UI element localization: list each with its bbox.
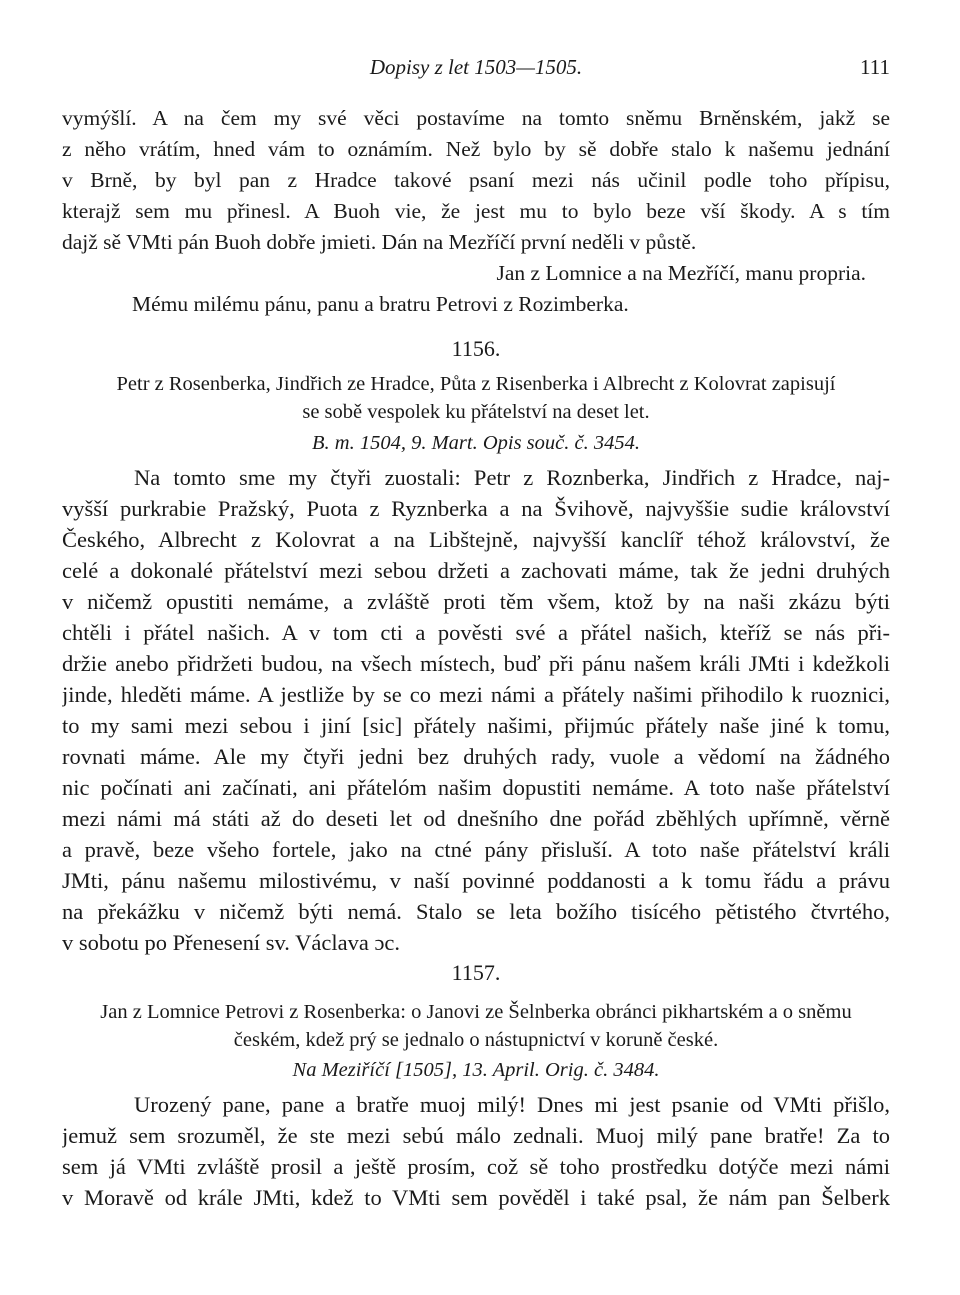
text-line: jinde, hleděti máme. A jestliže by se co mezi námi a přátely našimi přihodilo k ruoznici,	[62, 682, 890, 707]
document-regest	[62, 370, 890, 426]
source-note: B. m. 1504, 9. Mart. Opis souč. č. 3454.	[312, 432, 640, 454]
text-line: na překážku v ničemž býti nemá. Stalo se leta božího tisícého pětistého čtvrtého,	[62, 899, 890, 924]
text-line: kterajž sem mu přinesl. A Buoh vie, že jest mu to bylo beze vší škody. A s tím	[62, 199, 890, 223]
signature: Jan z Lomnice a na Mezříčí, manu propria.	[496, 261, 866, 285]
text-line: sem já VMti zvláště prosil a ještě prosím, což sě toho prostředku dotýče mezi námi	[62, 1154, 890, 1179]
text-line: v ničemž opustiti nemáme, a zvláště proti těm všem, ktož by na naši zkázu býti	[62, 589, 890, 614]
text-line: rovnati máme. Ale my čtyři jedni bez druhých rady, vuole a vědomí na žádného	[62, 744, 890, 769]
regest-line: českém, kdež prý se jednalo o nástupnictví v koruně české.	[233, 1029, 719, 1051]
running-title: Dopisy z let 1503—1505.	[369, 55, 583, 79]
text-line: držie anebo přidržeti budou, na všech místech, buď při pánu našem králi JMti i kdežkoli	[62, 651, 890, 676]
text-line: Českého, Albrecht z Kolovrat a na Libštejně, najvyšší kanclíř téhož království, že	[62, 527, 890, 552]
text-line: vyšší purkrabie Pražský, Puota z Ryznberka a na Švihově, najvyššie sudie království	[62, 496, 890, 521]
text-line: z něho vrátím, hned vám to oznámím. Než bylo by sě dobře stalo k našemu jednání	[62, 137, 890, 161]
page-header	[62, 52, 890, 82]
text-line: mezi námi má státi až do deseti let od dnešního dne pořád zběhlých upřímně, věrně	[62, 806, 890, 831]
regest-line: Petr z Rosenberka, Jindřich ze Hradce, Půta z Risenberka i Albrecht z Kolovrat zapisují	[116, 373, 836, 395]
text-line: v Brně, by byl pan z Hradce takové psaní mezi nás učinil podle toho přípisu,	[62, 168, 890, 192]
text-line: dajž sě VMti pán Buoh dobře jmieti. Dán na Mezříčí první neděli v půstě.	[62, 230, 697, 254]
text-line: nic počínati ani začínati, ani přátelóm našim dopustiti nemáme. A toto naše přátelství	[62, 775, 890, 800]
address-line: Mému milému pánu, panu a bratru Petrovi z Rozimberka.	[132, 292, 629, 316]
document-text	[62, 1089, 890, 1213]
document-text	[62, 462, 890, 958]
text-line: jemuž sem srozuměl, že ste mezi sebú málo zednali. Muoj milý pane bratře! Za to	[62, 1123, 890, 1148]
text-line: v sobotu po Přenesení sv. Václava ɔc.	[62, 930, 401, 955]
text-line: a pravě, beze všeho fortele, jako na ctné pány přisluší. A toto naše přátelství králi	[62, 837, 890, 862]
document-number: 1157.	[451, 960, 501, 985]
text-line: JMti, pánu našemu milostivému, v naší povinné poddanosti a k tomu řádu a právu	[62, 868, 890, 893]
letter-ending	[62, 103, 890, 320]
text-line: Na tomto sme my čtyři zuostali: Petr z Roznberka, Jindřich z Hradce, naj-	[134, 465, 890, 490]
text-line: chtěli i přátel našich. A v tom cti a pověsti své a přátel našich, kteříž se nás při-	[62, 620, 890, 645]
text-line: celé a dokonalé přátelství mezi sebou držeti a zachovati máme, tak že jedni druhých	[62, 558, 890, 583]
text-line: Urozený pane, pane a bratře muoj milý! Dnes mi jest psanie od VMti přišlo,	[134, 1092, 890, 1117]
regest-line: Jan z Lomnice Petrovi z Rosenberka: o Janovi ze Šelnberka obránci pikhartském a o sněmu	[100, 1001, 852, 1023]
text-line: v Moravě od krále JMti, kdež to VMti sem pověděl i také psal, že nám pan Šelberk	[62, 1185, 890, 1210]
text-line: vymýšlí. A na čem my své věci postavíme na tomto sněmu Brněnském, jakž se	[62, 106, 890, 130]
document-number: 1156.	[451, 336, 501, 361]
document-regest	[62, 998, 890, 1054]
source-note: Na Meziříčí [1505], 13. April. Orig. č. 3484.	[292, 1059, 660, 1081]
page-number: 111	[860, 55, 890, 79]
text-line: to my sami mezi sebou i jiní [sic] přátely našimi, přijmúc přátely naše jiné k tomu,	[62, 713, 890, 738]
regest-line: se sobě vespolek ku přátelství na deset let.	[302, 401, 650, 423]
